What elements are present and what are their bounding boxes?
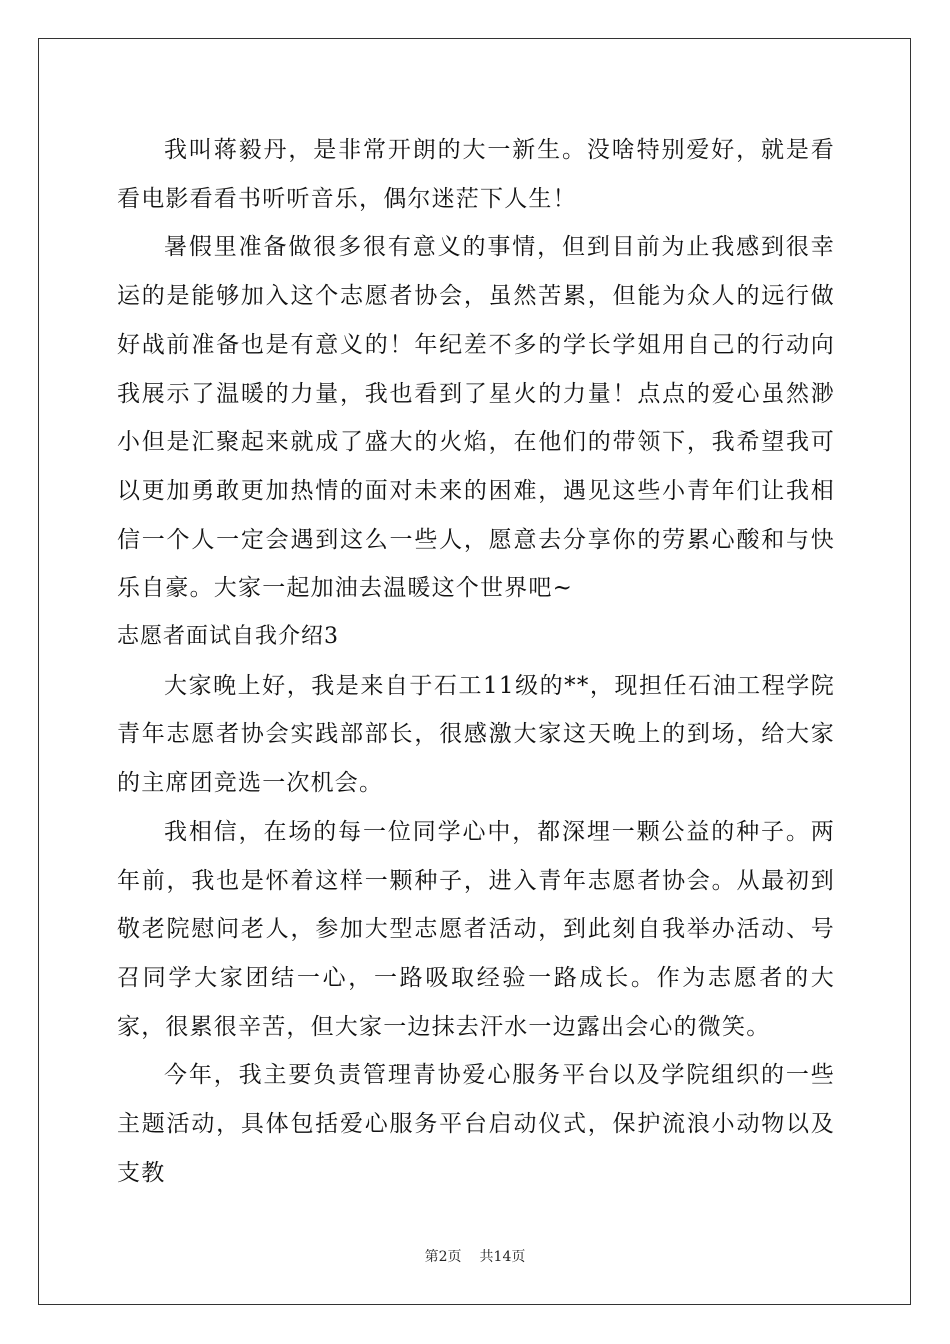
section-heading: 志愿者面试自我介绍3: [117, 624, 339, 650]
paragraph-this-year: 今年，我主要负责管理青协爱心服务平台以及学院组织的一些主题活动，具体包括爱心服务平台启动仪式，保护流浪小动物以及支教: [117, 1062, 835, 1186]
paragraph-belief: 我相信，在场的每一位同学心中，都深埋一颗公益的种子。两年前，我也是怀着这样一颗种子，进入青年志愿者协会。从最初到敬老院慰问老人，参加大型志愿者活动，到此刻自我举办活动、号召同学大家团结一心，一路吸取经验一路成长。作为志愿者的大家，很累很辛苦，但大家一边抹去汗水一边露出会心的微笑。: [117, 818, 835, 1040]
document-body: [117, 126, 835, 1197]
paragraph-intro: 我叫蒋毅丹，是非常开朗的大一新生。没啥特别爱好，就是看看电影看看书听听音乐，偶尔迷茫下人生！: [117, 137, 835, 212]
page-total: 共14页: [479, 1249, 526, 1265]
page-footer: [0, 1246, 950, 1266]
paragraph-summer: 暑假里准备做很多很有意义的事情，但到目前为止我感到很幸运的是能够加入这个志愿者协会，虽然苦累，但能为众人的远行做好战前准备也是有意义的！年纪差不多的学长学姐用自己的行动向我展示了温暖的力量，我也看到了星火的力量！点点的爱心虽然渺小但是汇聚起来就成了盛大的火焰，在他们的带领下，我希望我可以更加勇敢更加热情的面对未来的困难，遇见这些小青年们让我相信一个人一定会遇到这么一些人，愿意去分享你的劳累心酸和与快乐自豪。大家一起加油去温暖这个世界吧~: [117, 234, 835, 602]
paragraph-greeting: 大家晚上好，我是来自于石工11级的**，现担任石油工程学院青年志愿者协会实践部部长，很感激大家这天晚上的到场，给大家的主席团竞选一次机会。: [117, 672, 835, 797]
page-number: 第2页: [424, 1249, 462, 1265]
